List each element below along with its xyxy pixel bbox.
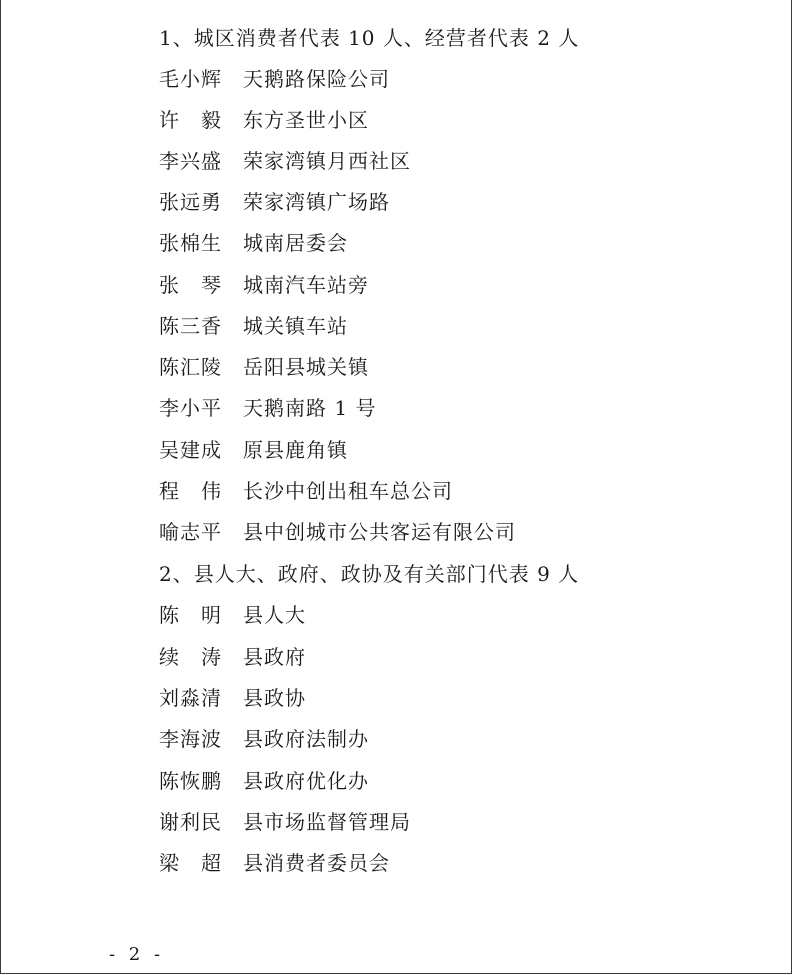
member-org: 县政府优化办	[243, 769, 369, 793]
section-heading-government-representatives: 2、县人大、政府、政协及有关部门代表 9 人	[159, 562, 580, 586]
member-name: 陈汇陵	[159, 355, 222, 379]
member-name: 吴建成	[159, 438, 222, 462]
member-org: 天鹅路保险公司	[243, 67, 390, 91]
list-item	[159, 684, 306, 712]
member-org: 荣家湾镇月西社区	[243, 149, 411, 173]
list-item	[159, 767, 369, 795]
list-item	[159, 436, 348, 464]
member-org: 东方圣世小区	[243, 108, 369, 132]
member-org: 荣家湾镇广场路	[243, 190, 390, 214]
list-item	[159, 643, 306, 671]
list-item	[159, 229, 348, 257]
member-org: 城关镇车站	[243, 314, 348, 338]
member-org: 城南汽车站旁	[243, 273, 369, 297]
list-item	[159, 271, 369, 299]
member-org: 岳阳县城关镇	[243, 355, 369, 379]
list-item	[159, 353, 369, 381]
list-item	[159, 518, 516, 546]
list-item	[159, 477, 453, 505]
member-name: 李兴盛	[159, 149, 222, 173]
member-org: 原县鹿角镇	[243, 438, 348, 462]
member-name: 梁 超	[159, 851, 222, 875]
section-heading-urban-representatives: 1、城区消费者代表 10 人、经营者代表 2 人	[159, 26, 580, 50]
list-item	[159, 394, 376, 422]
list-item	[159, 147, 411, 175]
list-item	[159, 725, 369, 753]
member-name: 陈 明	[159, 603, 222, 627]
list-item	[159, 601, 306, 629]
member-org: 城南居委会	[243, 231, 348, 255]
member-org: 县政府法制办	[243, 727, 369, 751]
list-item	[159, 106, 369, 134]
member-name: 许 毅	[159, 108, 222, 132]
list-item	[159, 188, 390, 216]
member-name: 刘淼清	[159, 686, 222, 710]
member-name: 张远勇	[159, 190, 222, 214]
member-name: 续 涛	[159, 645, 222, 669]
member-org: 天鹅南路 1 号	[243, 396, 377, 420]
member-org: 县政协	[243, 686, 306, 710]
member-name: 张棉生	[159, 231, 222, 255]
member-name: 程 伟	[159, 479, 222, 503]
member-org: 县消费者委员会	[243, 851, 390, 875]
member-name: 谢利民	[159, 810, 222, 834]
member-org: 县中创城市公共客运有限公司	[243, 520, 516, 544]
member-name: 陈恢鹏	[159, 769, 222, 793]
member-org: 长沙中创出租车总公司	[243, 479, 453, 503]
member-org: 县市场监督管理局	[243, 810, 411, 834]
list-item	[159, 65, 390, 93]
list-item	[159, 849, 390, 877]
page-number: - 2 -	[109, 944, 165, 965]
member-org: 县政府	[243, 645, 306, 669]
list-item	[159, 808, 411, 836]
list-item	[159, 312, 348, 340]
member-name: 陈三香	[159, 314, 222, 338]
member-name: 李海波	[159, 727, 222, 751]
member-name: 喻志平	[159, 520, 222, 544]
member-name: 李小平	[159, 396, 222, 420]
member-name: 张 琴	[159, 273, 222, 297]
member-name: 毛小辉	[159, 67, 222, 91]
member-org: 县人大	[243, 603, 306, 627]
